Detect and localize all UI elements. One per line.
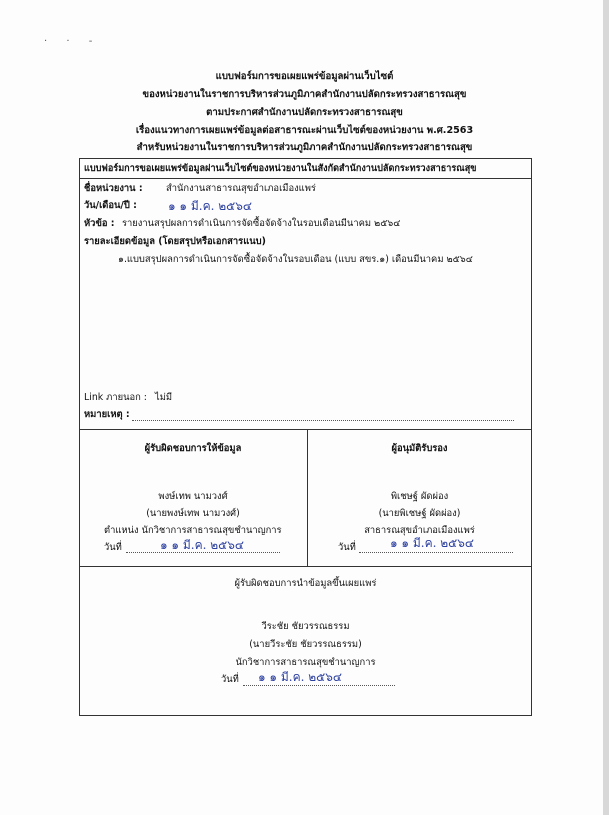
approver-position: สาธารณสุขอำเภอเมืองแพร่ xyxy=(364,525,475,536)
title-divider xyxy=(79,178,532,179)
link-label: Link ภายนอก : xyxy=(84,392,147,403)
header-line-4: เรื่องแนวทางการเผยแพร่ข้อมูลต่อสาธารณะผ่านเว็บไซต์ของหน่วยงาน พ.ศ.2563 xyxy=(135,125,474,136)
provider-heading: ผู้รับผิดชอบการให้ข้อมูล xyxy=(144,443,242,454)
scan-specks: · · - xyxy=(44,36,101,47)
remark-dotted-line xyxy=(132,420,514,421)
provider-signature: พงษ์เทพ นามวงศ์ xyxy=(158,491,228,502)
subject-label: หัวข้อ : xyxy=(84,218,115,229)
publisher-heading: ผู้รับผิดชอบการนำข้อมูลขึ้นเผยแพร่ xyxy=(234,578,377,589)
publisher-date-stamp: ๑ ๑ มี.ค. ๒๕๖๔ xyxy=(258,670,342,684)
publisher-date-label: วันที่ xyxy=(221,674,239,685)
approver-date-label: วันที่ xyxy=(338,542,356,553)
approver-name: (นายพิเชษฐ์ ผัดผ่อง) xyxy=(378,508,461,519)
publisher-date-line xyxy=(243,685,395,686)
approver-date-stamp: ๑ ๑ มี.ค. ๒๕๖๔ xyxy=(390,536,474,550)
signature-bottom-divider xyxy=(79,566,532,567)
provider-date-line xyxy=(126,552,280,553)
provider-date-stamp: ๑ ๑ มี.ค. ๒๕๖๔ xyxy=(160,538,244,552)
approver-heading: ผู้อนุมัติรับรอง xyxy=(391,443,448,454)
agency-label: ชื่อหน่วยงาน : xyxy=(84,183,143,194)
signature-top-divider xyxy=(79,429,532,430)
provider-name: (นายพงษ์เทพ นามวงศ์) xyxy=(146,508,240,519)
link-value: ไม่มี xyxy=(155,392,173,403)
provider-position: ตำแหน่ง นักวิชาการสาธารณสุขชำนาญการ xyxy=(104,525,282,536)
date-stamp: ๑ ๑ มี.ค. ๒๕๖๔ xyxy=(168,199,252,213)
publisher-name: (นายวีระชัย ชัยวรรณธรรม) xyxy=(249,639,362,650)
header-line-5: สำหรับหน่วยงานในราชการบริหารส่วนภูมิภาคสำนักงานปลัดกระทรวงสาธารณสุข xyxy=(136,142,473,153)
detail-value: ๑.แบบสรุปผลการดำเนินการจัดซื้อจัดจ้างในรอบเดือน (แบบ สขร.๑) เดือนมีนาคม ๒๕๖๔ xyxy=(118,254,473,265)
date-label: วัน/เดือน/ปี : xyxy=(84,200,137,211)
agency-value: สำนักงานสาธารณสุขอำเภอเมืองแพร่ xyxy=(166,183,316,194)
publisher-position: นักวิชาการสาธารณสุขชำนาญการ xyxy=(235,657,376,668)
header-line-2: ของหน่วยงานในราชการบริหารส่วนภูมิภาคสำนักงานปลัดกระทรวงสาธารณสุข xyxy=(142,89,467,100)
remark-label: หมายเหตุ : xyxy=(84,409,130,420)
header-line-3: ตามประกาศสำนักงานปลัดกระทรวงสาธารณสุข xyxy=(206,107,403,118)
detail-label: รายละเอียดข้อมูล (โดยสรุปหรือเอกสารแนบ) xyxy=(84,236,266,247)
approver-signature: พิเชษฐ์ ผัดผ่อง xyxy=(390,491,449,502)
publisher-signature: วีระชัย ชัยวรรณธรรม xyxy=(261,621,350,632)
subject-value: รายงานสรุปผลการดำเนินการจัดซื้อจัดจ้างในรอบเดือนมีนาคม ๒๕๖๔ xyxy=(122,218,401,229)
provider-date-label: วันที่ xyxy=(104,542,122,553)
approver-date-line xyxy=(359,552,513,553)
form-title: แบบฟอร์มการขอเผยแพร่ข้อมูลผ่านเว็บไซต์ของหน่วยงานในสังกัดสำนักงานปลัดกระทรวงสาธารณสุข xyxy=(84,164,477,174)
header-line-1: แบบฟอร์มการขอเผยแพร่ข้อมูลผ่านเว็บไซต์ xyxy=(215,71,394,82)
